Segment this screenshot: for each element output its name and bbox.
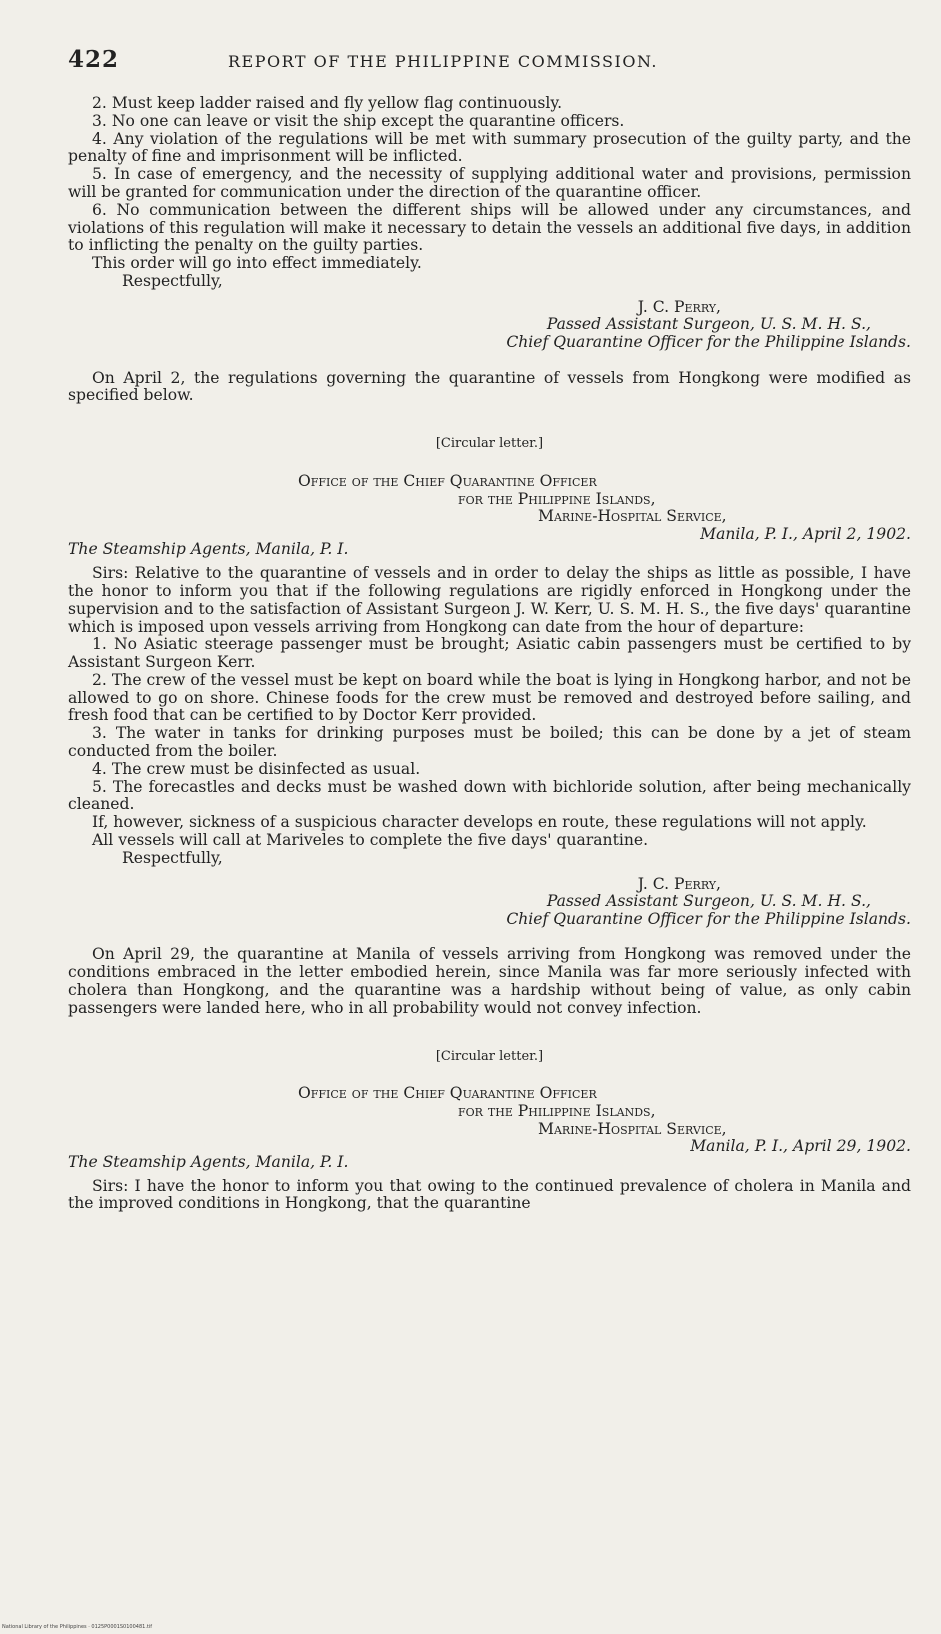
regulation-item: 2. The crew of the vessel must be kept on board while the boat is lying in Hongkong harbor, and not be allowed to go on shore. Chinese foods for the crew must be removed and destroyed before sailing, and fresh food that can be certified to by Doctor Kerr provided. [68, 670, 911, 725]
letterhead [68, 473, 911, 543]
page-header [68, 46, 911, 73]
letterhead-line: Marine-Hospital Service, [538, 1119, 727, 1138]
letterhead-line: Office of the Chief Quarantine Officer [298, 1084, 597, 1103]
regulation-item: 4. The crew must be disinfected as usual. [92, 759, 421, 778]
page-number: 422 [68, 46, 120, 73]
letterhead-line: Marine-Hospital Service, [538, 507, 727, 526]
signature-office: Chief Quarantine Officer for the Philippine Islands. [506, 909, 911, 928]
scan-footer: National Library of the Philippines · 0125P0001S0100481.tif [2, 1624, 153, 1630]
addressee: The Steamship Agents, Manila, P. I. [68, 540, 349, 559]
signature-title: Passed Assistant Surgeon, U. S. M. H. S., [546, 315, 871, 334]
signature-block [68, 876, 911, 929]
regulation-item: 1. No Asiatic steerage passenger must be brought; Asiatic cabin passengers must be certified to by Assistant Surgeon Kerr. [68, 635, 911, 672]
signature-name: J. C. Perry, [637, 297, 721, 316]
regulation-item: 6. No communication between the different ships will be allowed under any circumstances, and violations of this regulation will make it necessary to detain the vessels an additional five days, in addition to inflicting the penalty on the guilty parties. [68, 200, 911, 255]
closing: Respectfully, [122, 848, 223, 867]
closing: Respectfully, [122, 271, 223, 290]
regulation-item: 5. The forecastles and decks must be washed down with bichloride solution, after being mechanically cleaned. [68, 777, 911, 814]
addressee: The Steamship Agents, Manila, P. I. [68, 1152, 349, 1171]
letterhead-line: for the Philippine Islands, [458, 1102, 656, 1121]
letterhead-date: Manila, P. I., April 2, 1902. [700, 524, 911, 543]
letter-note: If, however, sickness of a suspicious character develops en route, these regulations will not apply. [92, 813, 867, 832]
letterhead [68, 1085, 911, 1155]
regulation-item: 2. Must keep ladder raised and fly yellow flag continuously. [92, 94, 563, 112]
letter-intro: Sirs: I have the honor to inform you that owing to the continued prevalence of cholera in Manila and the improved conditions in Hongkong, that the quarantine [68, 1176, 911, 1213]
regulation-item: 3. The water in tanks for drinking purposes must be boiled; this can be done by a jet of steam conducted from the boiler. [68, 724, 911, 761]
circular-letter-caption: [Circular letter.] [435, 1048, 544, 1064]
signature-name: J. C. Perry, [637, 874, 721, 893]
running-title: REPORT OF THE PHILIPPINE COMMISSION. [228, 52, 659, 71]
mariveles-statement: All vessels will call at Mariveles to complete the five days' quarantine. [92, 831, 649, 850]
signature-title: Passed Assistant Surgeon, U. S. M. H. S., [546, 892, 871, 911]
effect-statement: This order will go into effect immediately. [92, 254, 422, 273]
body-text [68, 95, 911, 1213]
letter-intro: Sirs: Relative to the quarantine of vessels and in order to delay the ships as little as possible, I have the honor to inform you that if the following regulations are rigidly enforced in Hongkong under the supervision and to the satisfaction of Assistant Surgeon J. W. Kerr, U. S. M. H. S., the five days' quarantine which is imposed upon vessels arriving from Hongkong can date from the hour of departure: [68, 564, 911, 636]
letterhead-line: for the Philippine Islands, [458, 489, 656, 508]
signature-block [68, 299, 911, 352]
signature-office: Chief Quarantine Officer for the Philippine Islands. [506, 332, 911, 351]
circular-letter-caption: [Circular letter.] [435, 436, 544, 452]
letterhead-date: Manila, P. I., April 29, 1902. [690, 1137, 911, 1156]
paragraph-april-29: On April 29, the quarantine at Manila of vessels arriving from Hongkong was removed under the conditions embraced in the letter embodied herein, since Manila was far more seriously infected with cholera than Hongkong, and the quarantine was a hardship without being of value, as only cabin passengers were landed here, who in all probability would not convey infection. [68, 945, 911, 1017]
regulation-item: 4. Any violation of the regulations will be met with summary prosecution of the guilty party, and the penalty of fine and imprisonment will be inflicted. [68, 129, 911, 166]
paragraph-april-2: On April 2, the regulations governing the quarantine of vessels from Hongkong were modified as specified below. [68, 368, 911, 405]
regulation-item: 3. No one can leave or visit the ship except the quarantine officers. [92, 111, 625, 130]
regulation-item: 5. In case of emergency, and the necessity of supplying additional water and provisions, permission will be granted for communication under the direction of the quarantine officer. [68, 165, 911, 201]
letterhead-line: Office of the Chief Quarantine Officer [298, 471, 597, 490]
